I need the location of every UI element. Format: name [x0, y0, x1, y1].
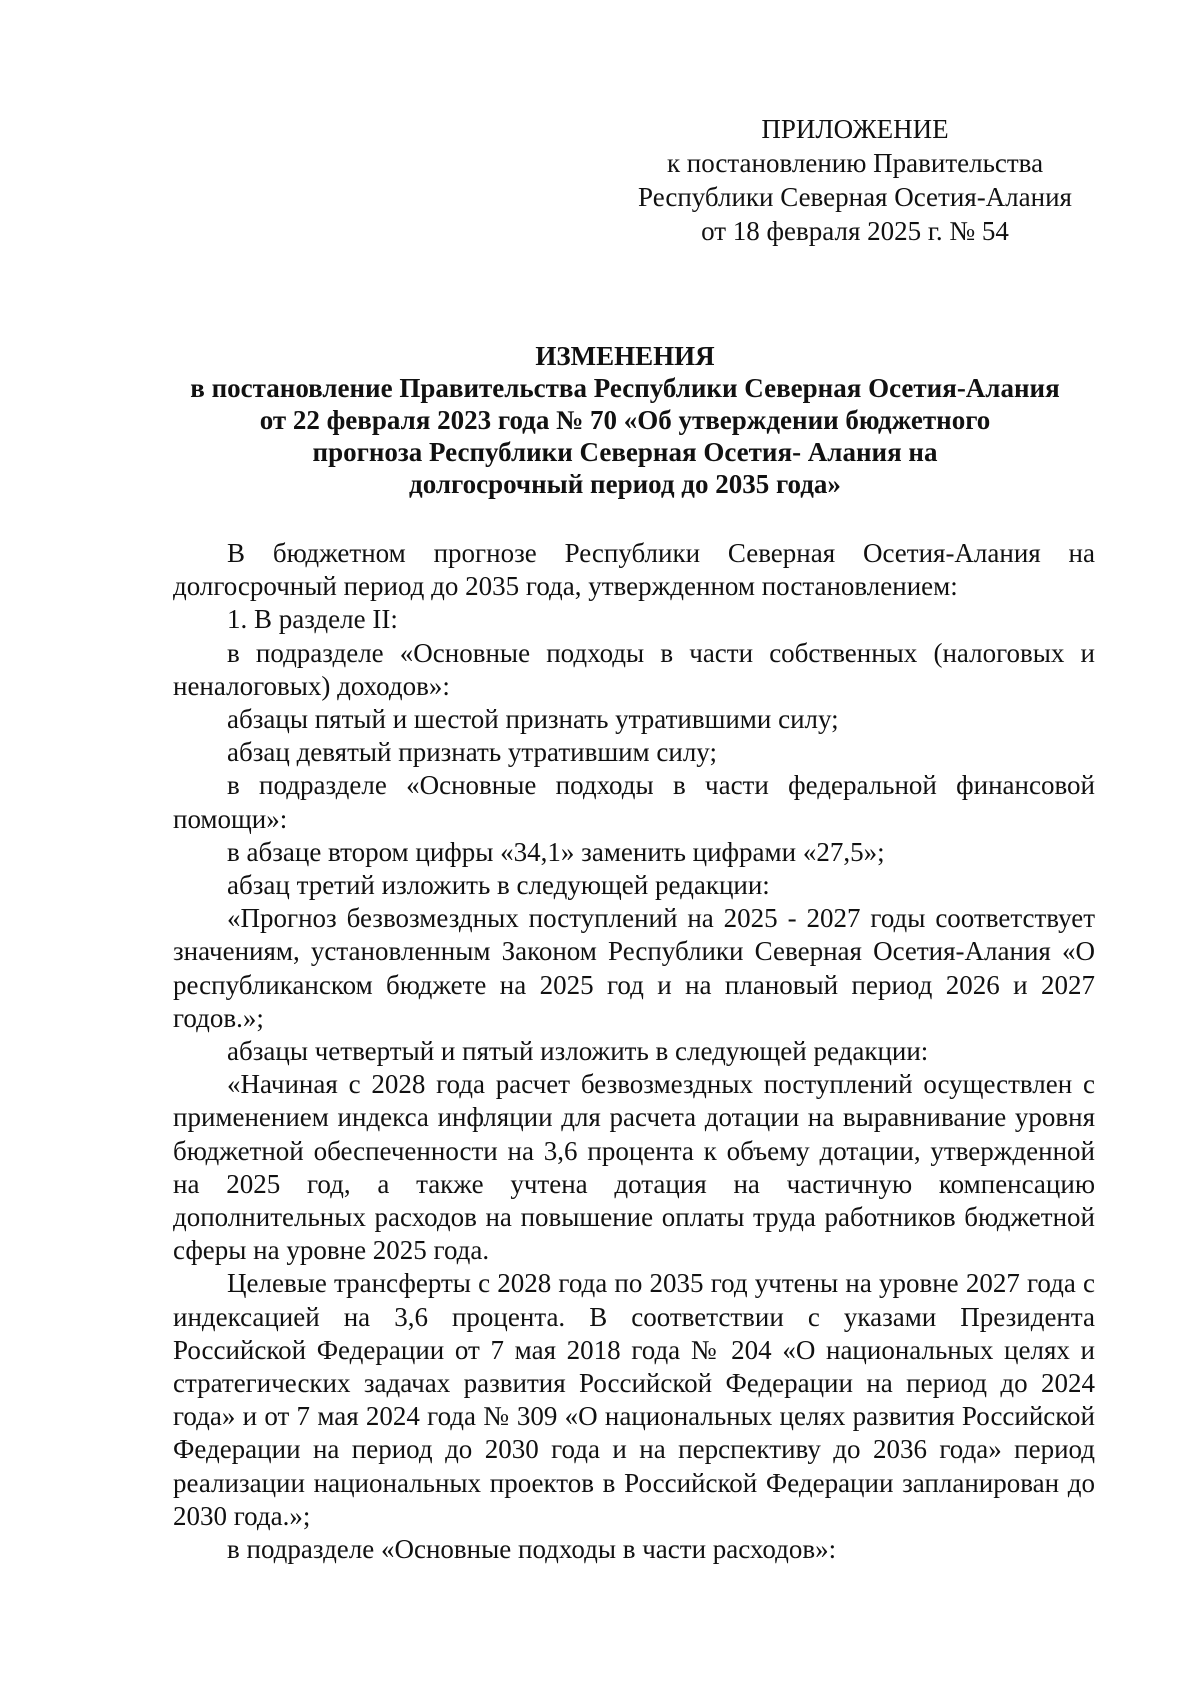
paragraph-13: в подразделе «Основные подходы в части расходов»:	[227, 1534, 837, 1565]
appendix-label: ПРИЛОЖЕНИЕ	[761, 114, 949, 144]
appendix-date-number: от 18 февраля 2025 г. № 54	[701, 216, 1009, 246]
paragraph-1: В бюджетном прогнозе Республики Северная Осетия-Алания на долгосрочный период до 2035 года, утвержденном постановлением:	[173, 538, 1095, 602]
paragraph-3: в подразделе «Основные подходы в части собственных (налоговых и неналоговых) доходов»:	[173, 637, 1095, 701]
paragraph-2: 1. В разделе II:	[227, 604, 398, 635]
document-body	[173, 537, 1095, 1566]
title-line-1: ИЗМЕНЕНИЯ	[535, 341, 715, 371]
appendix-government: Республики Северная Осетия-Алания	[638, 182, 1072, 212]
title-line-3: от 22 февраля 2023 года № 70 «Об утверждении бюджетного	[259, 405, 991, 435]
paragraph-7: в абзаце втором цифры «34,1» заменить цифрами «27,5»;	[227, 836, 885, 867]
paragraph-6: в подразделе «Основные подходы в части федеральной финансовой помощи»:	[173, 770, 1095, 834]
paragraph-5: абзац девятый признать утратившим силу;	[227, 737, 717, 768]
title-line-5: долгосрочный период до 2035 года»	[409, 469, 841, 499]
document-title	[150, 340, 1100, 500]
paragraph-11: «Начиная с 2028 года расчет безвозмездных поступлений осуществлен с применением индекса инфляции для расчета дотации на выравнивание уровня бюджетной обеспеченности на 3,6 процента к объему дотации, утвержденной на 2025 год, а также учтена дотация на частичную компенсацию дополнительных расходов на повышение оплаты труда работников бюджетной сферы на уровне 2025 года.	[173, 1069, 1095, 1266]
paragraph-12: Целевые трансферты с 2028 года по 2035 год учтены на уровне 2027 года с индексацией на 3,6 процента. В соответствии с указами Президента Российской Федерации от 7 мая 2018 года № 204 «О национальных целях и стратегических задачах развития Российской Федерации на период до 2024 года» и от 7 мая 2024 года № 309 «О национальных целях развития Российской Федерации на период до 2030 года и на перспективу до 2036 года» период реализации национальных проектов в Российской Федерации запланирован до 2030 года.»;	[173, 1268, 1095, 1531]
appendix-header	[625, 112, 1085, 248]
paragraph-10: абзацы четвертый и пятый изложить в следующей редакции:	[227, 1036, 929, 1067]
title-line-4: прогноза Республики Северная Осетия- Алания на	[312, 437, 938, 467]
paragraph-9: «Прогноз безвозмездных поступлений на 2025 - 2027 годы соответствует значениям, установленным Законом Республики Северная Осетия-Алания «О республиканском бюджете на 2025 год и на плановый период 2026 и 2027 годов.»;	[173, 903, 1095, 1033]
appendix-reference: к постановлению Правительства	[666, 148, 1044, 178]
title-line-2: в постановление Правительства Республики Северная Осетия-Алания	[190, 373, 1060, 403]
paragraph-4: абзацы пятый и шестой признать утратившими силу;	[227, 704, 839, 735]
paragraph-8: абзац третий изложить в следующей редакции:	[227, 870, 770, 901]
